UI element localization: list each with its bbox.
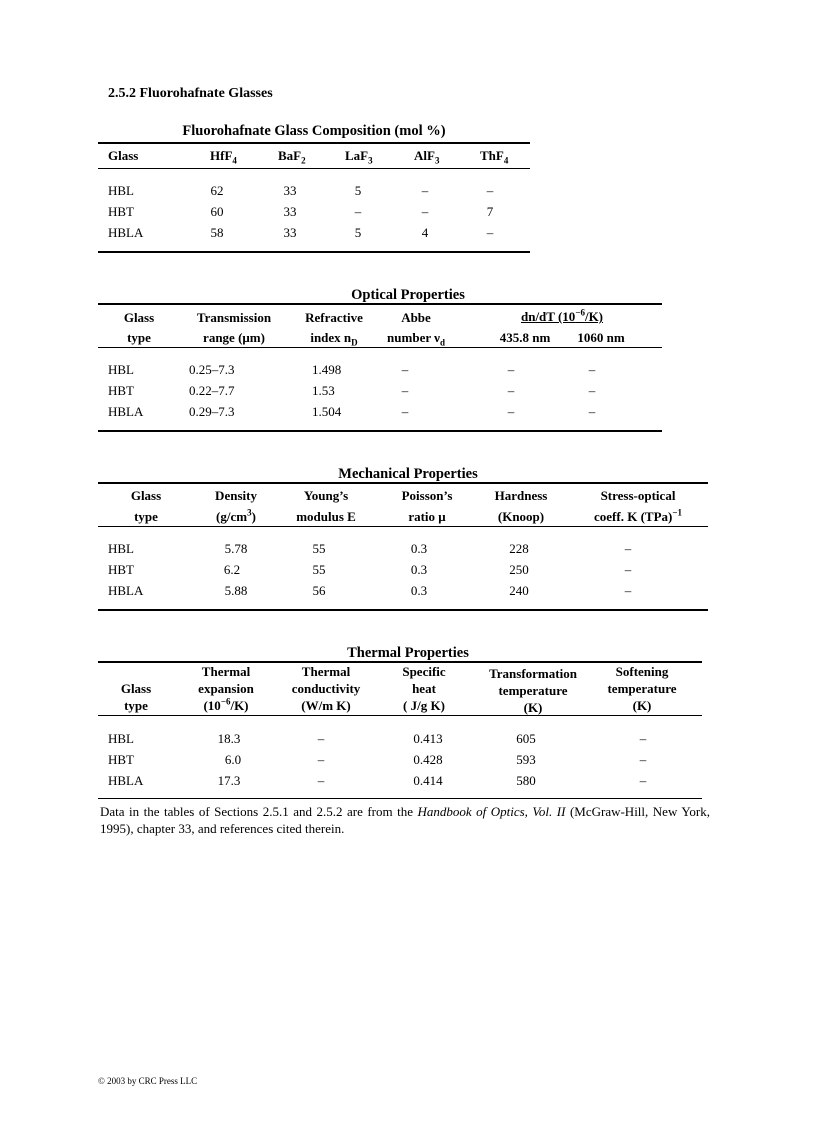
col-header-refractive-index: index $n_D$ [310,330,358,348]
cell-glass: HBLA [108,404,144,419]
col-header-transformation-temperature: (K) [523,700,543,715]
col-header-hardness: Hardness [494,488,548,503]
col-header-thermal-conductivity: conductivity [291,681,361,696]
table-rule [98,661,702,663]
table-rule [98,526,708,527]
cell-density: 5.78 [224,541,248,556]
cell-refractive-index: 1.53 [312,383,335,398]
cell-glass: HBT [108,383,134,398]
cell-transformation-temperature: 593 [516,752,536,767]
cell-glass: HBL [108,731,134,746]
cell-baf2: 33 [283,225,297,240]
cell-transformation-temperature: 580 [516,773,536,788]
cell-glass: HBL [108,362,134,377]
col-header-glass: type [127,330,151,345]
col-header-youngs-modulus: Young’s [303,488,349,503]
cell-alf3: – [421,183,429,198]
table-rule [98,609,708,611]
col-header-thermal-expansion: $(10^{-6}/K)$ [203,696,249,713]
cell-435nm: – [507,404,515,419]
col-header-hardness: (Knoop) [497,509,545,524]
col-header-glass: Glass [120,681,152,696]
col-header-glass: Glass [108,148,139,163]
cell-hff4: 62 [210,183,224,198]
col-header-thermal-expansion: Thermal [201,664,251,679]
cell-density: 6.2 [223,562,241,577]
cell-glass: HBL [108,183,134,198]
col-header-stress-optical: coeff. K (TPa)$^{-1}$ [594,507,682,524]
composition-caption: Fluorohafnate Glass Composition (mol %) [182,123,446,139]
col-header-specific-heat: heat [412,681,436,696]
col-header-softening-temperature: Softening [615,664,669,679]
cell-stress-optical: – [624,583,632,598]
cell-poissons-ratio: 0.3 [410,583,428,598]
col-header-glass: type [134,509,158,524]
mechanical-caption: Mechanical Properties [338,466,478,482]
table-rule [98,347,662,348]
cell-refractive-index: 1.498 [312,362,342,377]
copyright: © 2003 by CRC Press LLC [98,1076,198,1086]
cell-1060nm: – [588,383,596,398]
col-header-softening-temperature: (K) [632,698,652,713]
cell-youngs-modulus: 56 [312,583,326,598]
cell-specific-heat: 0.413 [413,731,443,746]
table-rule [98,482,708,484]
col-header-glass: type [124,698,148,713]
cell-laf3: 5 [354,225,362,240]
cell-transformation-temperature: 605 [516,731,536,746]
col-header-poissons-ratio: Poisson’s [401,488,453,503]
col-header-density: Density [215,488,257,503]
cell-glass: HBL [108,541,134,556]
cell-youngs-modulus: 55 [312,562,326,577]
handbook-title: Handbook of Optics, Vol. II [417,804,566,819]
cell-thf4: – [486,183,494,198]
cell-glass: HBT [108,562,134,577]
cell-glass: HBT [108,752,134,767]
col-header-softening-temperature: temperature [607,681,677,696]
col-header-refractive-index: Refractive [305,310,363,325]
table-rule [98,303,662,305]
col-header-transformation-temperature: temperature [498,683,568,698]
col-header-hff4: HfF$_4$ [210,148,237,166]
cell-poissons-ratio: 0.3 [410,541,428,556]
table-rule [98,430,662,432]
cell-laf3: 5 [354,183,362,198]
cell-hff4: 58 [210,225,224,240]
cell-glass: HBT [108,204,134,219]
cell-abbe-number: – [401,362,409,377]
cell-glass: HBLA [108,773,144,788]
cell-transmission: 0.29–7.3 [189,404,235,419]
cell-softening-temperature: – [639,752,647,767]
cell-435nm: – [507,383,515,398]
table-rule [98,251,530,253]
cell-softening-temperature: – [639,731,647,746]
cell-abbe-number: – [401,404,409,419]
col-header-baf2: BaF$_2$ [278,148,306,166]
cell-refractive-index: 1.504 [312,404,342,419]
cell-hardness: 228 [509,541,529,556]
optical-caption: Optical Properties [351,287,465,303]
cell-thermal-conductivity: – [317,773,325,788]
col-header-poissons-ratio: ratio μ [408,509,446,524]
col-header-dndt: dn/dT $(10^{-6}/K)$ [520,307,604,324]
cell-hff4: 60 [210,204,224,219]
cell-alf3: – [421,204,429,219]
col-header-transformation-temperature: Transformation [489,666,577,681]
cell-transmission: 0.22–7.7 [189,383,235,398]
cell-glass: HBLA [108,225,144,240]
col-header-1060nm: 1060 nm [577,330,625,345]
col-header-laf3: LaF$_3$ [345,148,373,166]
cell-softening-temperature: – [639,773,647,788]
cell-specific-heat: 0.414 [413,773,443,788]
col-header-thermal-conductivity: (W/m K) [301,698,351,713]
cell-specific-heat: 0.428 [413,752,443,767]
col-header-thermal-expansion: expansion [198,681,254,696]
col-header-thf4: ThF$_4$ [480,148,509,166]
col-header-density: $(g/cm^3)$ [216,507,256,524]
cell-thf4: 7 [486,204,494,219]
cell-thermal-expansion: 18.3 [217,731,241,746]
col-header-glass: Glass [123,310,155,325]
cell-poissons-ratio: 0.3 [410,562,428,577]
cell-thermal-expansion: 17.3 [217,773,241,788]
cell-laf3: – [354,204,362,219]
cell-baf2: 33 [283,183,297,198]
cell-hardness: 240 [509,583,529,598]
col-header-glass: Glass [130,488,162,503]
cell-thermal-conductivity: – [317,731,325,746]
cell-thermal-conductivity: – [317,752,325,767]
col-header-stress-optical: Stress-optical [600,488,676,503]
table-rule [98,715,702,716]
cell-abbe-number: – [401,383,409,398]
col-header-youngs-modulus: modulus E [296,509,356,524]
col-header-abbe-number: Abbe [401,310,431,325]
col-header-435nm: 435.8 nm [499,330,551,345]
col-header-specific-heat: ( J/g K) [403,698,445,713]
col-header-specific-heat: Specific [402,664,446,679]
col-header-alf3: AlF$_3$ [414,148,440,166]
cell-1060nm: – [588,362,596,377]
table-rule [98,168,530,169]
cell-thermal-expansion: 6.0 [224,752,242,767]
cell-435nm: – [507,362,515,377]
cell-transmission: 0.25–7.3 [189,362,235,377]
cell-thf4: – [486,225,494,240]
cell-glass: HBLA [108,583,144,598]
col-header-thermal-conductivity: Thermal [301,664,351,679]
cell-baf2: 33 [283,204,297,219]
cell-alf3: 4 [421,225,429,240]
col-header-transmission: Transmission [196,310,272,325]
cell-density: 5.88 [224,583,248,598]
table-rule [98,798,702,799]
section-title: 2.5.2 Fluorohafnate Glasses [108,86,273,101]
table-rule [98,142,530,144]
source-note: Data in the tables of Sections 2.5.1 and 2.5.2 are from the Handbook of Optics, Vol. II (McGraw-Hill, New York, 1995), chapter 33, and references cited therein. [100,804,711,836]
cell-hardness: 250 [509,562,529,577]
cell-stress-optical: – [624,541,632,556]
cell-1060nm: – [588,404,596,419]
cell-stress-optical: – [624,562,632,577]
cell-youngs-modulus: 55 [312,541,326,556]
col-header-transmission: range (μm) [203,330,265,345]
thermal-caption: Thermal Properties [347,645,469,661]
col-header-abbe-number: number $\nu_d$ [387,330,445,348]
